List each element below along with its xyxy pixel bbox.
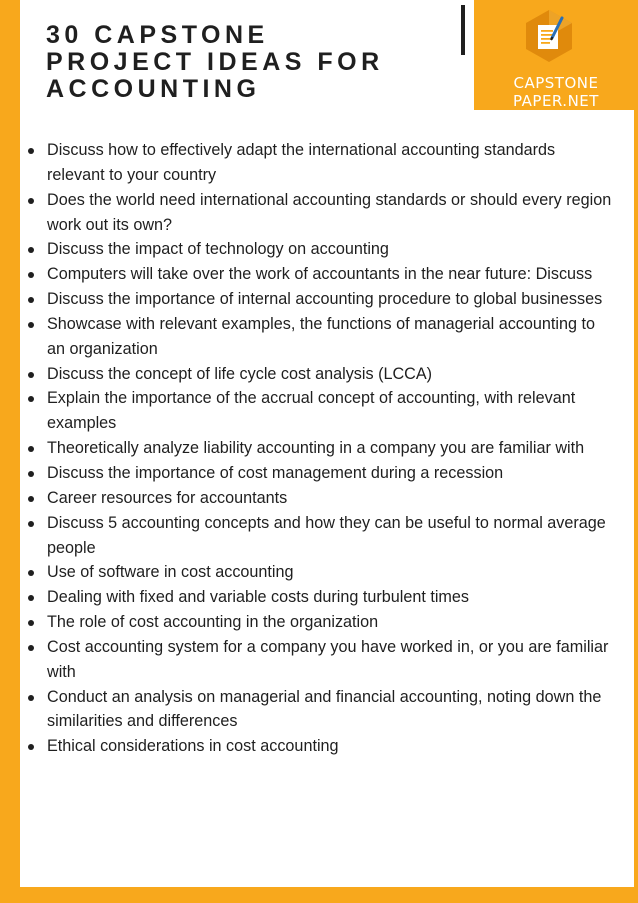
right-accent-bar	[634, 110, 638, 903]
list-item: Discuss the impact of technology on accounting	[24, 237, 614, 262]
title-line-2: PROJECT IDEAS FOR	[46, 48, 384, 76]
bottom-accent-bar	[0, 887, 638, 903]
header-divider	[461, 5, 465, 55]
list-item: Discuss the concept of life cycle cost analysis (LCCA)	[24, 362, 614, 387]
list-item: Conduct an analysis on managerial and financial accounting, noting down the similarities and differences	[24, 685, 614, 735]
list-item: Dealing with fixed and variable costs during turbulent times	[24, 585, 614, 610]
list-item: Discuss how to effectively adapt the international accounting standards relevant to your country	[24, 138, 614, 188]
list-item: Does the world need international accounting standards or should every region work out its own?	[24, 188, 614, 238]
list-item: Explain the importance of the accrual concept of accounting, with relevant examples	[24, 386, 614, 436]
logo-text: CAPSTONE PAPER.NET	[513, 74, 599, 110]
list-item: Theoretically analyze liability accounting in a company you are familiar with	[24, 436, 614, 461]
list-item: Discuss the importance of internal accounting procedure to global businesses	[24, 287, 614, 312]
title-line-3: ACCOUNTING	[46, 75, 261, 103]
list-item: Use of software in cost accounting	[24, 560, 614, 585]
list-item: Ethical considerations in cost accounting	[24, 734, 614, 759]
document-pen-icon	[524, 8, 574, 64]
list-item: Cost accounting system for a company you have worked in, or you are familiar with	[24, 635, 614, 685]
list-item: The role of cost accounting in the organization	[24, 610, 614, 635]
left-accent-bar	[0, 0, 20, 903]
list-item: Discuss 5 accounting concepts and how they can be useful to normal average people	[24, 511, 614, 561]
title-line-1: 30 CAPSTONE	[46, 21, 269, 49]
page-title	[46, 22, 426, 103]
list-item: Discuss the importance of cost management during a recession	[24, 461, 614, 486]
list-item: Computers will take over the work of accountants in the near future: Discuss	[24, 262, 614, 287]
brand-logo	[474, 0, 638, 110]
list-item: Career resources for accountants	[24, 486, 614, 511]
list-item: Showcase with relevant examples, the functions of managerial accounting to an organization	[24, 312, 614, 362]
ideas-list	[24, 138, 614, 759]
